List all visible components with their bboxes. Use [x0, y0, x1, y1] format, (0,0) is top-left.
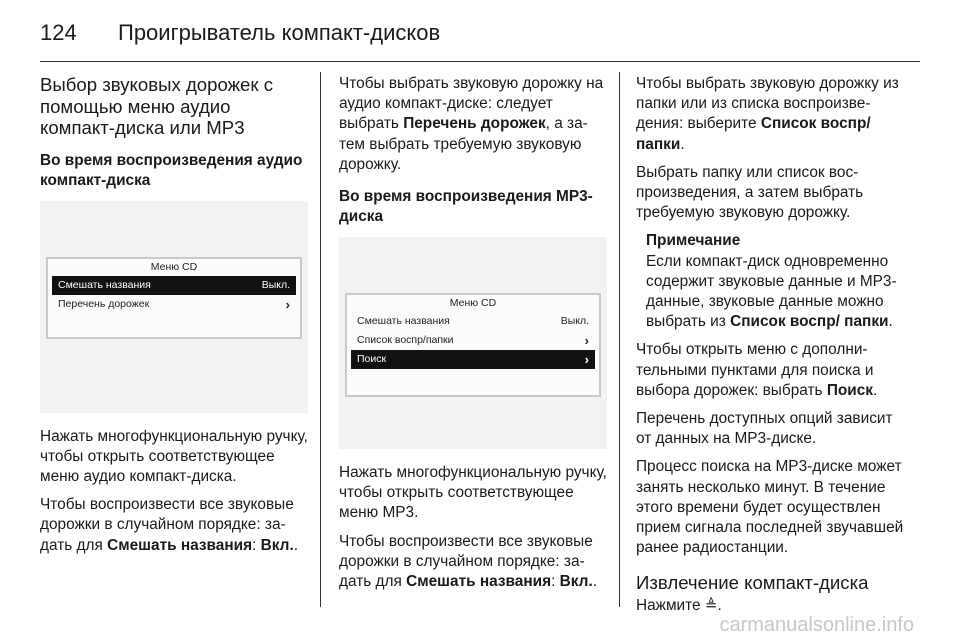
sub-heading: Во время воспроизведения аудио компакт-диска — [40, 151, 303, 189]
mp3-menu-panel — [345, 293, 601, 397]
watermark: carmanualsonline.info — [719, 614, 914, 636]
menu-item-label: Список воспр/папки — [357, 334, 454, 347]
menu-item-tracklist — [52, 295, 296, 314]
cd-menu-screenshot — [40, 201, 308, 413]
sub-heading: Во время воспроизведения MP3-диска — [339, 188, 593, 226]
menu-item-value: Выкл. — [261, 278, 290, 291]
chevron-right-icon: › — [584, 333, 589, 349]
menu-item-search — [351, 350, 595, 369]
header-rule — [40, 61, 920, 62]
menu-item-label: Смешать названия — [357, 315, 450, 328]
paragraph: Чтобы воспроизвести все звуковые дорожки в случайном порядке: задать для Смешать названия: Вкл.. — [40, 496, 299, 554]
menu-item-value: Выкл. — [560, 315, 589, 328]
column-1 — [40, 74, 308, 564]
menu-item-playlist — [351, 331, 595, 350]
paragraph: Чтобы открыть меню с дополнительными пунктами для поиска и выбора дорожек: выбрать Поиск. — [636, 341, 878, 399]
page-header — [40, 20, 440, 46]
mp3-menu-screenshot — [339, 237, 607, 449]
cd-menu-panel — [46, 257, 302, 339]
chevron-right-icon: › — [285, 296, 290, 312]
menu-item-shuffle — [351, 312, 595, 331]
paragraph: Чтобы воспроизвести все звуковые дорожки в случайном порядке: задать для Смешать названия: Вкл.. — [339, 532, 598, 591]
menu-item-label: Поиск — [357, 353, 387, 366]
page-number: 124 — [40, 20, 77, 45]
note-title: Примечание — [646, 232, 741, 250]
paragraph: Чтобы выбрать звуковую дорожку из папки или из списка воспроизведения: выберите Список воспр/ папки. — [636, 75, 899, 153]
note-block — [636, 231, 908, 332]
paragraph: Нажмите ≜. — [636, 596, 722, 614]
page-title: Проигрыватель компакт-дисков — [118, 20, 441, 45]
column-3 — [636, 74, 908, 624]
section-heading: Выбор звуковых дорожек с помощью меню аудио компакт-диска или MP3 — [40, 74, 273, 138]
menu-item-shuffle — [52, 276, 296, 295]
paragraph: Процесс поиска на MP3-диске может занять несколько минут. В течение этого времени будет осуществлен прием сигнала последней звучавшей ранее радиостанции. — [636, 458, 904, 557]
paragraph: Выбрать папку или список воспроизведения, а затем выбрать требуемую звуковую дорожку. — [636, 163, 864, 222]
paragraph: Чтобы выбрать звуковую дорожку на аудио компакт-диске: следует выбрать Перечень дорожек, а затем выбрать требуемую звуковую дорожку. — [339, 75, 604, 173]
column-divider-1 — [320, 72, 321, 607]
section-heading-eject: Извлечение компакт-диска — [636, 572, 869, 594]
menu-item-label: Перечень дорожек — [58, 297, 150, 310]
eject-icon: ≜ — [704, 596, 718, 614]
paragraph: Нажать многофункциональную ручку, чтобы открыть соответствующее меню аудио компакт-диска. — [40, 427, 308, 485]
column-divider-2 — [619, 72, 620, 607]
menu-title: Меню CD — [449, 297, 497, 310]
menu-title: Меню CD — [150, 260, 198, 273]
chevron-right-icon: › — [584, 352, 589, 368]
paragraph: Нажать многофункциональную ручку, чтобы открыть соответствующее меню MP3. — [339, 464, 607, 522]
menu-item-label: Смешать названия — [58, 278, 151, 291]
paragraph: Перечень доступных опций зависит от данных на MP3-диске. — [636, 410, 893, 448]
note-text: Если компакт-диск одновременно содержит звуковые данные и MP3-данные, звуковые данные можно выбрать из Список воспр/ папки. — [646, 252, 897, 331]
column-2 — [339, 74, 607, 600]
